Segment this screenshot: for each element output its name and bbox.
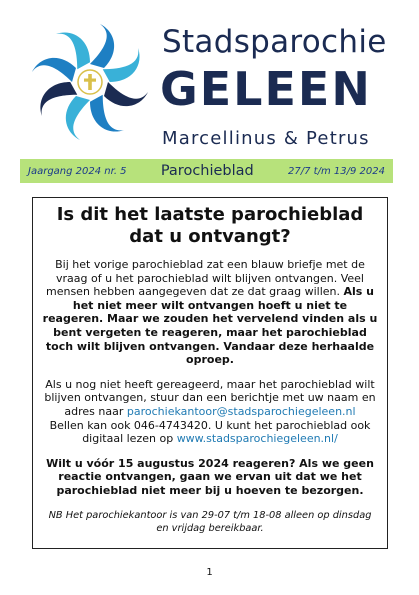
page-number: 1 <box>206 567 213 578</box>
notice-box <box>32 197 388 549</box>
notice-paragraph-1 <box>41 258 379 367</box>
brand-title-main: GELEEN <box>160 62 372 116</box>
notice-intro-text: Bij het vorige parochieblad zat een blauw briefje met de vraag of u het parochieblad wilt blijven ontvangen. Veel mensen hebben aangegeven dat ze dat graag willen. <box>45 258 365 299</box>
notice-intro-bold: Als u het niet meer wilt ontvangen hoeft u niet te reageren. Maar we zouden het vervelend vinden als u bent vergeten te reageren, maar het parochieblad toch wilt blijven ontvangen. Vandaar deze herhaalde oproep. <box>42 285 378 367</box>
notice-contact-text: Als u nog niet heeft gereageerd, maar het parochieblad wilt blijven ontvangen, stuur dan een berichtje met uw naam en adres naar <box>44 377 376 418</box>
swirl-cross-logo-icon <box>30 22 150 142</box>
brand-subtitle: Marcellinus & Petrus <box>162 128 370 149</box>
notice-heading <box>41 204 379 248</box>
notice-phone-text: Bellen kan ook 046-4743420. U kunt het parochieblad ook digitaal lezen op <box>49 418 371 446</box>
website-link[interactable]: www.stadsparochiegeleen.nl/ <box>176 432 338 446</box>
notice-heading-line1: Is dit het laatste parochieblad <box>56 204 364 225</box>
issue-bar <box>20 159 393 183</box>
issue-dates: 27/7 t/m 13/9 2024 <box>288 165 385 177</box>
notice-deadline: Wilt u vóór 15 augustus 2024 reageren? Als we geen reactie ontvangen, gaan we ervan uit dat we het parochieblad niet meer bij u hoeven te bezorgen. <box>46 456 374 497</box>
email-link[interactable]: parochiekantoor@stadsparochiegeleen.nl <box>126 404 356 418</box>
notice-paragraph-2 <box>41 378 379 446</box>
notice-nb: NB Het parochiekantoor is van 29-07 t/m 18-08 alleen op dinsdag en vrijdag bereikbaar. <box>48 509 372 534</box>
notice-heading-line2: dat u ontvangt? <box>129 226 291 247</box>
issue-title: Parochieblad <box>160 163 254 179</box>
brand-title-top: Stadsparochie <box>162 24 387 60</box>
issue-volume: Jaargang 2024 nr. 5 <box>28 165 127 177</box>
